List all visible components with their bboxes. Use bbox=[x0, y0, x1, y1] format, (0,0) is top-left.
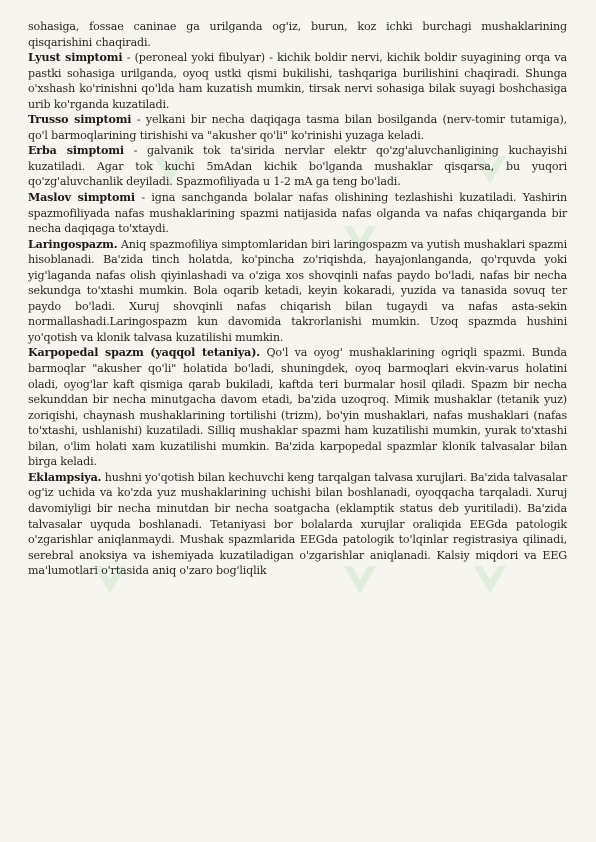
term-heading: Trusso simptomi bbox=[28, 113, 132, 127]
paragraph-karpopedal: Karpopedal spazm (yaqqol tetaniya). Qo'l va oyog' mushaklarining ogriqli spazmi. Bunda barmoqlar "akusher qo'li" holatida bo'ladi, shuningdek, oyoq barmoqlari ekvin-varus holatini oladi, oyog'lar kaft qismiga qarab bukiladi, kaftda teri burmalar hosil qiladi. Spazm bir necha sekunddan bir necha minutgacha davom etadi, ba'zida uzoqroq. Mimik mushaklar (tetanik yuz) zoriqishi, chaynash mushaklarining tortilishi (trizm), bo'yin mushaklari, nafas mushaklari (nafas to'xtashi, ushlanishi) kuzatiladi. Silliq mushaklar spazmi ham kuzatilishi mumkin, yurak to'xtashi bilan, o'lim holati xam kuzatilishi mumkin. Ba'zida karpopedal spazmlar klonik talvasalar bilan birga keladi. bbox=[28, 346, 567, 469]
paragraph-intro: sohasiga, fossae caninae ga urilganda og'iz, burun, koz ichki burchagi mushaklarining qisqarishini chaqiradi. bbox=[28, 20, 567, 49]
term-heading: Erba simptomi bbox=[28, 144, 124, 158]
term-heading: Lyust simptomi bbox=[28, 51, 123, 65]
term-heading: Eklampsiya. bbox=[28, 470, 102, 484]
paragraph-trusso: Trusso simptomi - yelkani bir necha daqiqaga tasma bilan bosilganda (nerv-tomir tutamiga), qo'l barmoqlarining tirishishi va "akusher qo'li" ko'rinishi yuzaga keladi. bbox=[28, 113, 567, 142]
term-heading: Maslov simptomi bbox=[28, 191, 135, 205]
paragraph-lyust: Lyust simptomi - (peroneal yoki fibulyar) - kichik boldir nervi, kichik boldir suyagining orqa va pastki sohasiga urilganda, oyoq ustki qismi bukilishi, tashqariga burilishini chaqiradi. Shunga o'xshash ko'rinishni qo'lda ham kuzatish mumkin, tirsak nervi sohasiga bilak suyagi boshchasiga urib ko'rganda kuzatiladi. bbox=[28, 51, 567, 111]
paragraph-maslov: Maslov simptomi - igna sanchganda bolalar nafas olishining tezlashishi kuzatiladi. Yashirin spazmofiliyada nafas mushaklarining spazmi natijasida nafas olganda va nafas chiqarganda bir necha daqiqaga to'xtaydi. bbox=[28, 191, 567, 236]
term-heading: Karpopedal spazm (yaqqol tetaniya). bbox=[28, 346, 261, 360]
term-heading: Laringospazm. bbox=[28, 237, 118, 251]
paragraph-laringospazm: Laringospazm. Aniq spazmofiliya simptomlaridan biri laringospazm va yutish mushaklari spazmi hisoblanadi. Ba'zida tinch holatda, ko'pincha zo'riqishda, hayajonlanganda, qo'rquvda yoki yig'laganda nafas olish qiyinlashadi va o'ziga xos shovqinli nafas paydo bo'ladi, nafas bir necha sekundga to'xtashi mumkin. Bola oqarib ketadi, keyin kokaradi, yuzida va tanasida sovuq ter paydo bo'ladi. Xuruj shovqinli nafas chiqarish bilan tugaydi va nafas asta-sekin normallashadi.Laringospazm kun davomida takrorlanishi mumkin. Uzoq spazmda hushini yo'qotish va klonik talvasa kuzatilishi mumkin. bbox=[28, 237, 567, 344]
document-page bbox=[28, 19, 567, 579]
paragraph-erba: Erba simptomi - galvanik tok ta'sirida nervlar elektr qo'zg'aluvchanligining kuchayishi kuzatiladi. Agar tok kuchi 5mAdan kichik bo'lganda mushaklar qisqarsa, bu yuqori qo'zg'aluvchanlik deyiladi. Spazmofiliyada u 1-2 mA ga teng bo'ladi. bbox=[28, 144, 567, 189]
paragraph-eklampsiya: Eklampsiya. hushni yo'qotish bilan kechuvchi keng tarqalgan talvasa xurujlari. Ba'zida talvasalar og'iz uchida va ko'zda yuz mushaklarining uchishi bilan boshlanadi, oyoqqacha tarqaladi. Xuruj davomiyligi bir necha minutdan bir necha soatgacha (eklamptik status deb yuritiladi). Ba'zida talvasalar uyquda boshlanadi. Tetaniyasi bor bolalarda xurujlar oraliqida EEGda patologik o'zgarishlar aniqlanmaydi. Mushak spazmlarida EEGda patologik to'lqinlar registrasiya qilinadi, serebral anoksiya va ishemiyada kuzatiladigan o'zgarishlar aniqlanadi. Kalsiy miqdori va EEG ma'lumotlari o'rtasida aniq o'zaro bog'liqlik bbox=[28, 470, 567, 578]
